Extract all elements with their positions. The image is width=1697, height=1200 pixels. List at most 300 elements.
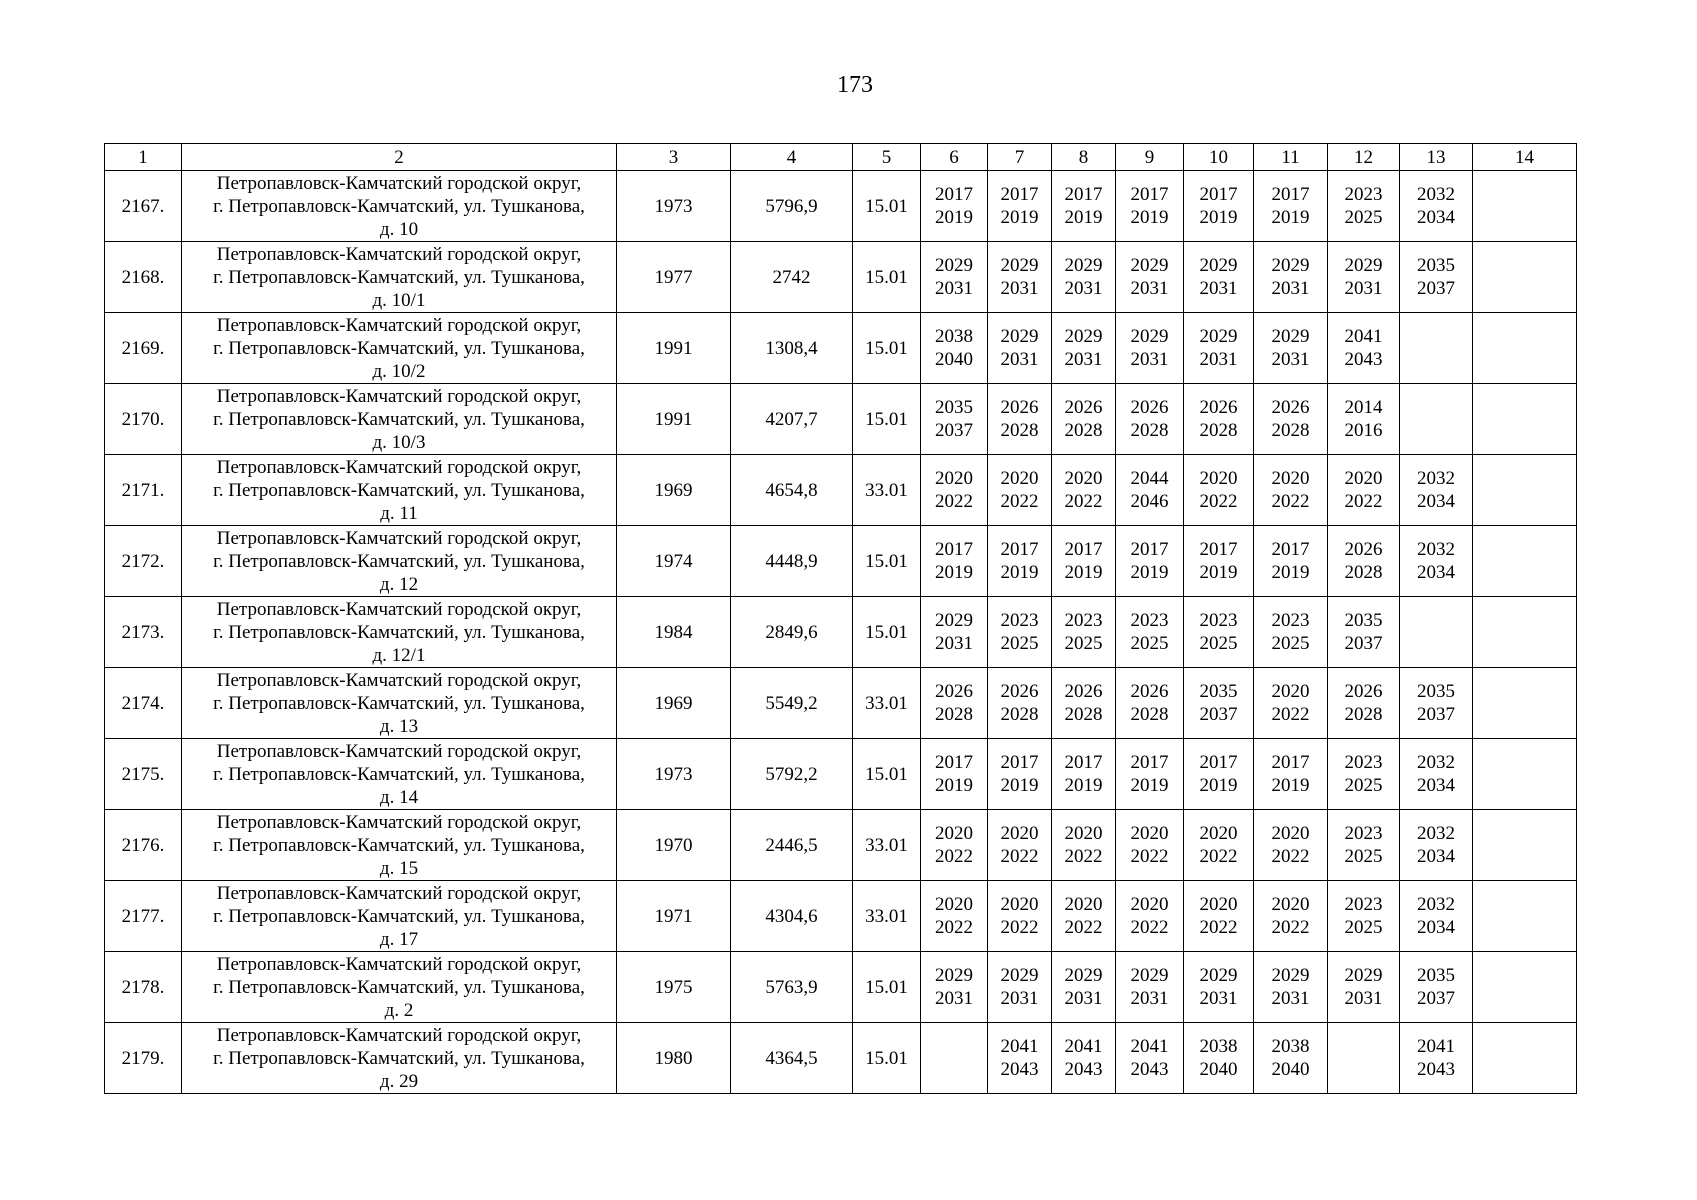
period-end-year: 2031 [1199,278,1238,299]
period-start-year: 2017 [935,184,973,205]
period-cell [1328,1023,1400,1094]
period-end-year: 2028 [1271,420,1310,441]
period-end-year: 2031 [1199,988,1238,1009]
period-end-year: 2022 [1344,491,1383,512]
period-cell [988,313,1052,384]
period-cell [1328,597,1400,668]
period-start-year: 2020 [1199,823,1238,844]
column-header: 7 [988,144,1052,171]
address-prefix: Петропавловск-Камчатский городской округ, [216,172,582,194]
period-end-year: 2028 [1344,562,1383,583]
period-cell [988,242,1052,313]
period-end-year: 2019 [1130,207,1169,228]
period-cell [988,952,1052,1023]
period-cell [988,881,1052,952]
period-end-year: 2034 [1417,562,1455,583]
period-start-year: 2035 [1417,965,1455,986]
period-end-year: 2031 [1344,278,1383,299]
period-end-year: 2028 [1344,704,1383,725]
period-start-year: 2029 [1344,965,1383,986]
wear-code: 33.01 [853,810,921,881]
period-start-year: 2017 [1130,539,1169,560]
table-row [105,881,1577,952]
period-cell [1254,313,1328,384]
period-start-year: 2041 [1064,1036,1103,1057]
period-start-year: 2026 [1130,397,1169,418]
total-area: 4207,7 [731,384,853,455]
row-number: 2175. [105,739,182,810]
period-end-year: 2022 [1000,491,1039,512]
wear-code: 15.01 [853,597,921,668]
table-row [105,597,1577,668]
period-end-year: 2028 [1000,420,1039,441]
period-cell [921,952,988,1023]
period-start-year: 2023 [1064,610,1103,631]
build-year: 1974 [617,526,731,597]
period-start-year: 2029 [935,255,973,276]
address-prefix: Петропавловск-Камчатский городской округ, [216,740,582,762]
column-number-row [105,144,1577,171]
period-cell [1116,242,1184,313]
period-start-year: 2026 [1000,397,1039,418]
address-street: г. Петропавловск-Камчатский, ул. Тушканова, [213,692,585,714]
period-start-year: 2020 [1271,823,1310,844]
address-house: д. 12/1 [372,644,426,666]
period-cell [921,1023,988,1094]
period-start-year: 2026 [1000,681,1039,702]
row-number: 2178. [105,952,182,1023]
period-start-year: 2029 [935,610,973,631]
period-cell [1254,242,1328,313]
period-end-year: 2034 [1417,917,1455,938]
address-prefix: Петропавловск-Камчатский городской округ, [216,953,582,975]
period-start-year: 2023 [1344,894,1383,915]
period-end-year: 2019 [1064,207,1103,228]
period-cell [1473,171,1577,242]
period-end-year: 2025 [1000,633,1039,654]
period-start-year: 2041 [1130,1036,1169,1057]
period-cell [1254,739,1328,810]
period-cell [1052,384,1116,455]
period-end-year: 2040 [1199,1059,1238,1080]
period-end-year: 2019 [1130,562,1169,583]
address-cell [182,739,617,810]
period-end-year: 2019 [1000,775,1039,796]
address-street: г. Петропавловск-Камчатский, ул. Тушканова, [213,266,585,288]
address-cell [182,171,617,242]
period-end-year: 2028 [1064,704,1103,725]
period-cell [1184,881,1254,952]
period-end-year: 2022 [935,917,973,938]
period-start-year: 2041 [1344,326,1383,347]
period-end-year: 2031 [935,633,973,654]
period-start-year: 2020 [935,894,973,915]
column-header: 1 [105,144,182,171]
table-row [105,952,1577,1023]
period-start-year: 2017 [1000,539,1039,560]
period-cell [1254,597,1328,668]
wear-code: 15.01 [853,171,921,242]
period-end-year: 2019 [1130,775,1169,796]
period-end-year: 2031 [1130,278,1169,299]
period-end-year: 2022 [1199,491,1238,512]
period-cell [1473,739,1577,810]
period-cell [1184,171,1254,242]
period-cell [921,739,988,810]
row-number: 2167. [105,171,182,242]
period-cell [1052,313,1116,384]
build-year: 1977 [617,242,731,313]
period-end-year: 2043 [1344,349,1383,370]
row-number: 2176. [105,810,182,881]
period-start-year: 2020 [1064,468,1103,489]
period-start-year: 2017 [1064,752,1103,773]
address-house: д. 13 [379,715,419,737]
row-number: 2177. [105,881,182,952]
period-cell [988,739,1052,810]
period-end-year: 2022 [935,846,973,867]
period-start-year: 2026 [1064,397,1103,418]
period-cell [1254,810,1328,881]
period-end-year: 2037 [1417,988,1455,1009]
period-cell [1116,1023,1184,1094]
address-prefix: Петропавловск-Камчатский городской округ, [216,527,582,549]
period-cell [1254,1023,1328,1094]
address-cell [182,597,617,668]
period-start-year: 2026 [935,681,973,702]
period-cell [1184,810,1254,881]
period-start-year: 2020 [935,823,973,844]
period-cell [1328,384,1400,455]
wear-code: 15.01 [853,739,921,810]
period-start-year: 2020 [1199,894,1238,915]
column-header: 6 [921,144,988,171]
table-row [105,384,1577,455]
period-end-year: 2019 [1000,562,1039,583]
address-cell [182,455,617,526]
column-header: 12 [1328,144,1400,171]
column-header: 8 [1052,144,1116,171]
column-header: 5 [853,144,921,171]
period-cell [1184,313,1254,384]
period-cell [921,313,988,384]
period-end-year: 2022 [1271,704,1310,725]
period-start-year: 2029 [1064,326,1103,347]
period-start-year: 2038 [935,326,973,347]
period-end-year: 2031 [1000,349,1039,370]
period-cell [1116,313,1184,384]
period-start-year: 2020 [1344,468,1383,489]
period-end-year: 2028 [935,704,973,725]
period-end-year: 2031 [1064,988,1103,1009]
period-cell [1328,171,1400,242]
row-number: 2173. [105,597,182,668]
address-cell [182,668,617,739]
period-cell [1052,952,1116,1023]
period-cell [921,242,988,313]
period-cell [988,1023,1052,1094]
address-street: г. Петропавловск-Камчатский, ул. Тушканова, [213,408,585,430]
period-cell [1052,171,1116,242]
period-end-year: 2019 [1199,207,1238,228]
period-end-year: 2028 [1130,704,1169,725]
address-prefix: Петропавловск-Камчатский городской округ, [216,243,582,265]
period-start-year: 2029 [1271,255,1310,276]
address-street: г. Петропавловск-Камчатский, ул. Тушканова, [213,479,585,501]
period-start-year: 2020 [1271,894,1310,915]
period-cell [1328,952,1400,1023]
table-row [105,668,1577,739]
row-number: 2174. [105,668,182,739]
table-row [105,526,1577,597]
build-year: 1973 [617,171,731,242]
period-start-year: 2029 [1199,965,1238,986]
period-cell [1052,810,1116,881]
period-end-year: 2022 [1130,917,1169,938]
period-start-year: 2032 [1417,823,1455,844]
table-row [105,455,1577,526]
address-house: д. 10/3 [372,431,426,453]
period-start-year: 2029 [1199,326,1238,347]
address-house: д. 17 [379,928,419,950]
table-row [105,171,1577,242]
table-row [105,1023,1577,1094]
address-house: д. 10/1 [372,289,426,311]
period-cell [1400,952,1473,1023]
period-cell [1400,171,1473,242]
build-year: 1969 [617,455,731,526]
address-house: д. 14 [379,786,419,808]
period-end-year: 2019 [935,775,973,796]
period-cell [1116,455,1184,526]
wear-code: 15.01 [853,313,921,384]
period-cell [921,597,988,668]
period-end-year: 2019 [1000,207,1039,228]
period-cell [1473,597,1577,668]
period-start-year: 2020 [1000,468,1039,489]
period-start-year: 2029 [1344,255,1383,276]
period-start-year: 2017 [1199,184,1238,205]
period-start-year: 2020 [1271,468,1310,489]
period-end-year: 2019 [935,562,973,583]
period-cell [1473,668,1577,739]
period-cell [1400,1023,1473,1094]
period-start-year: 2029 [1000,326,1039,347]
period-start-year: 2017 [1271,752,1310,773]
period-start-year: 2029 [1064,965,1103,986]
period-cell [1184,1023,1254,1094]
period-end-year: 2025 [1344,207,1383,228]
period-end-year: 2028 [1130,420,1169,441]
address-cell [182,881,617,952]
period-start-year: 2020 [1271,681,1310,702]
address-street: г. Петропавловск-Камчатский, ул. Тушканова, [213,905,585,927]
period-cell [921,881,988,952]
period-end-year: 2016 [1344,420,1383,441]
period-cell [1328,668,1400,739]
period-start-year: 2020 [1064,894,1103,915]
address-house: д. 12 [379,573,419,595]
period-cell [1254,171,1328,242]
period-start-year: 2020 [1000,894,1039,915]
address-street: г. Петропавловск-Камчатский, ул. Тушканова, [213,337,585,359]
period-end-year: 2019 [1271,562,1310,583]
period-cell [1116,952,1184,1023]
total-area: 4448,9 [731,526,853,597]
period-end-year: 2019 [935,207,973,228]
period-cell [1116,171,1184,242]
period-start-year: 2020 [1199,468,1238,489]
address-street: г. Петропавловск-Камчатский, ул. Тушканова, [213,763,585,785]
period-end-year: 2037 [1417,278,1455,299]
period-cell [1328,810,1400,881]
column-header: 2 [182,144,617,171]
period-start-year: 2017 [935,752,973,773]
period-cell [1052,455,1116,526]
period-cell [1400,242,1473,313]
column-header: 11 [1254,144,1328,171]
period-cell [921,455,988,526]
period-cell [1052,668,1116,739]
period-end-year: 2025 [1271,633,1310,654]
period-cell [988,384,1052,455]
period-end-year: 2022 [1064,917,1103,938]
total-area: 2849,6 [731,597,853,668]
total-area: 5796,9 [731,171,853,242]
total-area: 4654,8 [731,455,853,526]
period-start-year: 2020 [1064,823,1103,844]
period-cell [1116,668,1184,739]
period-end-year: 2031 [935,278,973,299]
period-start-year: 2041 [1000,1036,1039,1057]
period-end-year: 2043 [1417,1059,1455,1080]
row-number: 2168. [105,242,182,313]
period-end-year: 2019 [1199,562,1238,583]
period-end-year: 2031 [935,988,973,1009]
row-number: 2169. [105,313,182,384]
period-end-year: 2034 [1417,207,1455,228]
period-end-year: 2025 [1344,846,1383,867]
address-street: г. Петропавловск-Камчатский, ул. Тушканова, [213,550,585,572]
address-prefix: Петропавловск-Камчатский городской округ, [216,456,582,478]
period-end-year: 2022 [1271,491,1310,512]
row-number: 2172. [105,526,182,597]
period-start-year: 2035 [935,397,973,418]
period-start-year: 2020 [1130,894,1169,915]
period-cell [1400,668,1473,739]
period-start-year: 2044 [1130,468,1169,489]
row-number: 2179. [105,1023,182,1094]
period-start-year: 2017 [935,539,973,560]
period-end-year: 2019 [1271,775,1310,796]
period-cell [1052,881,1116,952]
period-cell [1328,455,1400,526]
table-row [105,313,1577,384]
period-start-year: 2023 [1000,610,1039,631]
period-end-year: 2037 [1344,633,1383,654]
period-cell [1116,526,1184,597]
period-start-year: 2029 [1130,255,1169,276]
period-end-year: 2037 [1199,704,1238,725]
period-cell [988,171,1052,242]
period-start-year: 2026 [1271,397,1310,418]
period-cell [1473,952,1577,1023]
build-year: 1969 [617,668,731,739]
period-cell [1400,881,1473,952]
total-area: 2742 [731,242,853,313]
address-cell [182,1023,617,1094]
period-start-year: 2017 [1064,539,1103,560]
period-end-year: 2025 [1130,633,1169,654]
period-cell [1116,739,1184,810]
period-cell [1328,313,1400,384]
build-year: 1991 [617,384,731,455]
column-header: 4 [731,144,853,171]
period-end-year: 2028 [1199,420,1238,441]
period-end-year: 2022 [1000,917,1039,938]
period-cell [1052,526,1116,597]
period-cell [1254,881,1328,952]
period-end-year: 2022 [1064,491,1103,512]
address-street: г. Петропавловск-Камчатский, ул. Тушканова, [213,1047,585,1069]
period-end-year: 2037 [935,420,973,441]
period-start-year: 2035 [1199,681,1238,702]
period-cell [1473,384,1577,455]
period-cell [1254,455,1328,526]
period-start-year: 2032 [1417,184,1455,205]
period-end-year: 2031 [1064,278,1103,299]
period-cell [1184,597,1254,668]
period-end-year: 2031 [1130,988,1169,1009]
period-end-year: 2031 [1344,988,1383,1009]
period-end-year: 2043 [1000,1059,1039,1080]
period-start-year: 2017 [1271,539,1310,560]
period-cell [988,526,1052,597]
period-start-year: 2026 [1130,681,1169,702]
period-cell [1400,313,1473,384]
period-cell [1184,668,1254,739]
period-end-year: 2031 [1271,349,1310,370]
period-cell [1328,242,1400,313]
period-cell [1116,597,1184,668]
period-start-year: 2020 [1130,823,1169,844]
period-cell [1052,739,1116,810]
period-cell [1400,455,1473,526]
period-end-year: 2031 [1000,988,1039,1009]
period-cell [1473,1023,1577,1094]
period-start-year: 2035 [1417,255,1455,276]
period-start-year: 2029 [1271,326,1310,347]
period-end-year: 2037 [1417,704,1455,725]
period-cell [921,171,988,242]
period-cell [1400,597,1473,668]
period-cell [1116,881,1184,952]
period-start-year: 2038 [1271,1036,1310,1057]
period-end-year: 2022 [1199,917,1238,938]
address-house: д. 10/2 [372,360,426,382]
period-start-year: 2017 [1271,184,1310,205]
period-start-year: 2035 [1344,610,1383,631]
period-start-year: 2026 [1344,539,1383,560]
address-street: г. Петропавловск-Камчатский, ул. Тушканова, [213,621,585,643]
period-cell [921,526,988,597]
period-cell [1400,384,1473,455]
period-start-year: 2017 [1130,184,1169,205]
period-start-year: 2038 [1199,1036,1238,1057]
period-start-year: 2023 [1271,610,1310,631]
period-cell [1254,668,1328,739]
address-prefix: Петропавловск-Камчатский городской округ, [216,811,582,833]
